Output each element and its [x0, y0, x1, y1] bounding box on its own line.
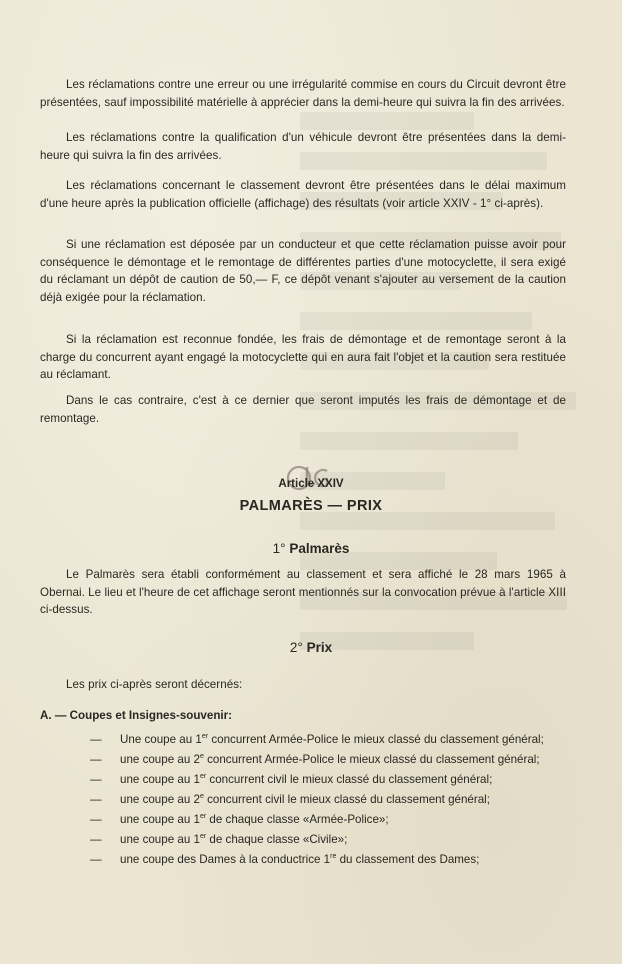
section-1-title: Palmarès	[289, 541, 350, 556]
list-item: — une coupe au 1er concurrent civil le mieux classé du classement général;	[90, 773, 493, 786]
section-2-number: 2°	[289, 640, 303, 655]
paragraph-palmares: Le Palmarès sera établi conformément au classement et sera affiché le 28 mars 1965 à Obernai. Le lieu et l'heure de cet affichage seront mentionnés sur la convocation prévue à l'article XIII ci-dessus.	[40, 568, 566, 617]
paragraph-contrary: Dans le cas contraire, c'est à ce dernier que seront imputés les frais de démontage et de remontage.	[40, 394, 566, 425]
list-item: — une coupe des Dames à la conductrice 1re du classement des Dames;	[90, 853, 480, 866]
paragraph-errors: Les réclamations contre une erreur ou une irrégularité commise en cours du Circuit devront être présentées, sauf impossibilité matérielle à apprécier dans la demi-heure qui suivra la fin des arrivées.	[40, 78, 566, 109]
article-title: PALMARÈS — PRIX	[239, 498, 383, 514]
paragraph-qualification: Les réclamations contre la qualification d'un véhicule devront être présentées dans la demi-heure qui suivra la fin des arrivées.	[40, 131, 566, 162]
paragraph-founded: Si la réclamation est reconnue fondée, les frais de démontage et de remontage seront à la charge du concurrent ayant engagé la motocyclette qui en aura fait l'objet et la caution sera restituée au réclamant.	[40, 333, 566, 382]
list-dash: —	[90, 853, 102, 866]
prize-list	[90, 731, 568, 871]
list-item: — une coupe au 2e concurrent Armée-Police le mieux classé du classement général;	[90, 753, 540, 766]
section-1-heading	[0, 541, 622, 556]
paragraph-prix: Les prix ci-après seront décernés:	[66, 678, 243, 691]
paragraph-classement: Les réclamations concernant le classement devront être présentées dans le délai maximum d'une heure après la publication officielle (affichage) des résultats (voir article XXIV - 1° ci-après).	[40, 179, 566, 210]
list-dash: —	[90, 833, 102, 846]
list-item: — Une coupe au 1er concurrent Armée-Police le mieux classé du classement général;	[90, 733, 544, 746]
article-label: Article XXIV	[278, 478, 344, 490]
list-dash: —	[90, 753, 102, 766]
section-2-title: Prix	[306, 640, 333, 655]
section-2-heading	[0, 640, 622, 655]
paragraph-deposit: Si une réclamation est déposée par un conducteur et que cette réclamation puisse avoir pour conséquence le démontage et le remontage de différentes parties d'une motocyclette, il sera exigé du réclamant un dépôt de caution de 50,— F, ce dépôt venant s'ajouter au versement de la caution déjà exigée pour la réclamation.	[40, 238, 566, 304]
section-a-title: Coupes et Insignes-souvenir:	[69, 709, 232, 722]
list-dash: —	[90, 733, 102, 746]
section-a-prefix: A. —	[40, 709, 67, 722]
list-dash: —	[90, 793, 102, 806]
list-dash: —	[90, 813, 102, 826]
list-dash: —	[90, 773, 102, 786]
list-item: — une coupe au 1er de chaque classe «Civile»;	[90, 833, 348, 846]
list-item: — une coupe au 2e concurrent civil le mieux classé du classement général;	[90, 793, 490, 806]
list-item: — une coupe au 1er de chaque classe «Armée-Police»;	[90, 813, 389, 826]
section-1-number: 1°	[272, 541, 286, 556]
section-a-heading	[40, 709, 232, 722]
